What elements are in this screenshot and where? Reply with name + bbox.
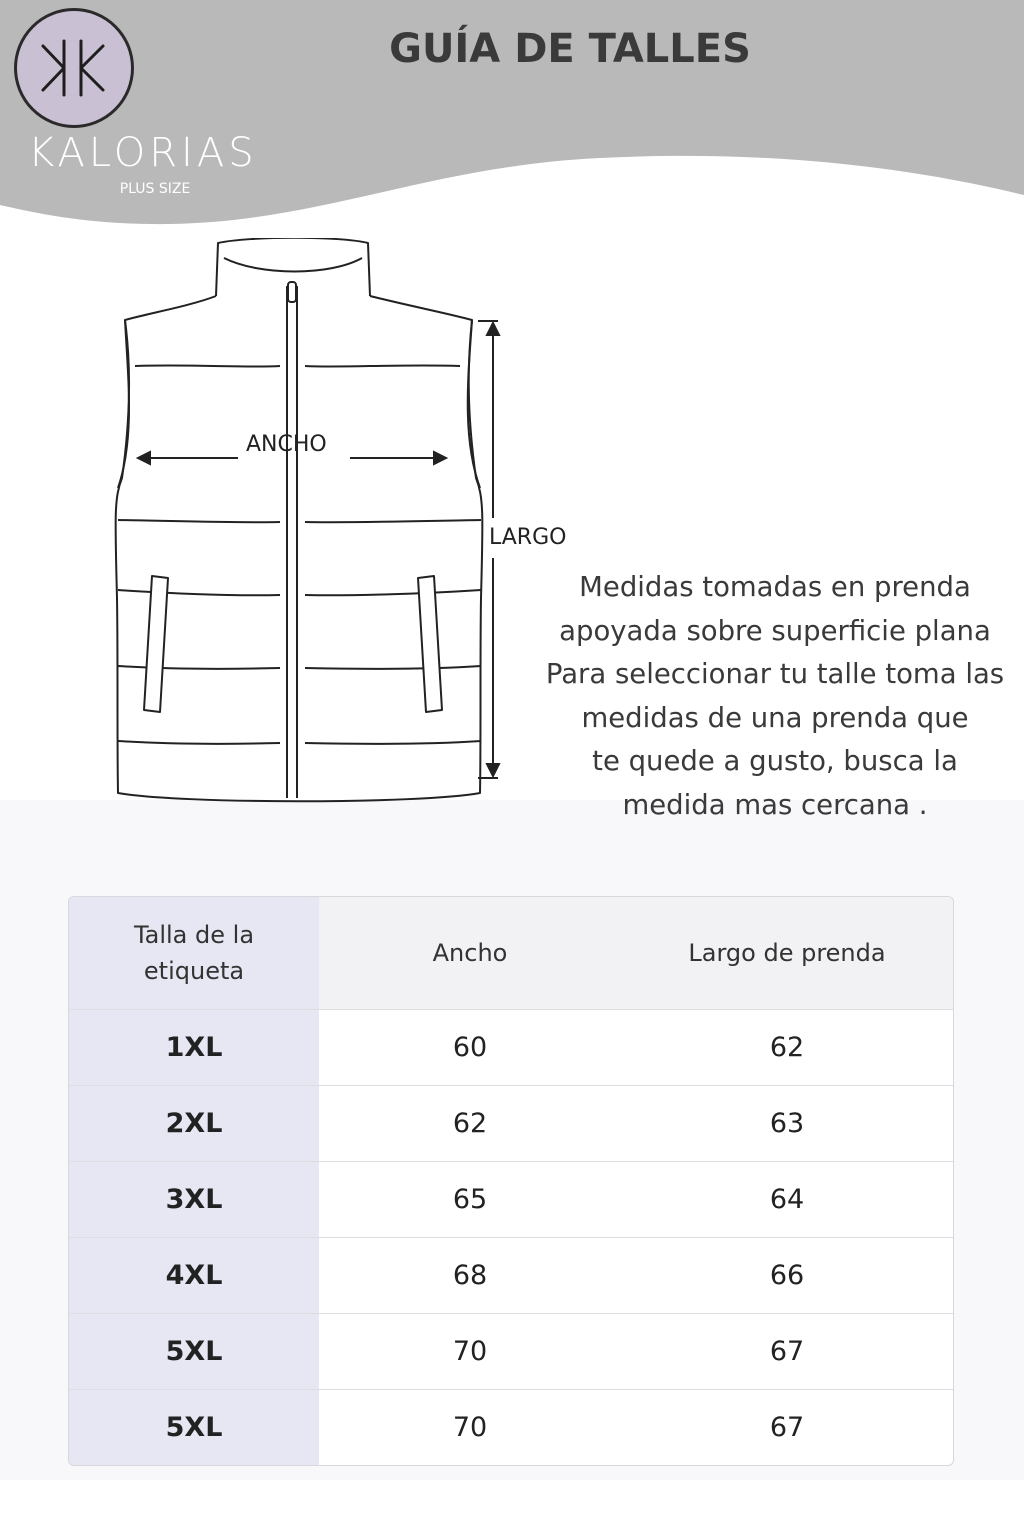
length-cell: 63 [621,1086,953,1162]
width-label: ANCHO [246,432,327,457]
header-size-label: Talla de la etiqueta [69,897,319,1010]
instruction-line: apoyada sobre superficie plana [559,614,991,647]
width-cell: 65 [319,1162,621,1238]
brand-logo [14,8,134,128]
instruction-line: medidas de una prenda que [581,701,969,734]
width-cell: 60 [319,1010,621,1086]
table-row [69,1314,953,1390]
instruction-line: medida mas cercana . [622,788,928,821]
size-cell: 2XL [69,1086,319,1162]
width-cell: 70 [452,1412,488,1443]
size-cell: 5XL [69,1314,319,1390]
instruction-line: Medidas tomadas en prenda [579,571,971,603]
brand-tagline: PLUS SIZE [119,181,191,197]
header-length: Largo de prenda [621,897,953,1010]
length-cell: 66 [621,1238,953,1314]
instruction-line: Para seleccionar tu talle toma las [545,658,1005,691]
length-cell: 62 [621,1010,953,1086]
size-cell: 4XL [69,1238,319,1314]
brand-monogram-icon [17,11,131,125]
measurement-instructions [520,566,1024,828]
table-row [69,1010,953,1086]
length-label: LARGO [489,525,567,550]
size-chart-table [68,896,954,1466]
vest-diagram [100,238,520,803]
table-row [69,1390,953,1465]
width-cell: 62 [319,1086,621,1162]
width-cell: 70 [319,1314,621,1390]
size-cell: 3XL [69,1162,319,1238]
size-cell: 1XL [69,1010,319,1086]
table-row [69,1238,953,1314]
brand-name: KALORIAS [28,130,258,176]
length-cell: 67 [621,1314,953,1390]
length-cell: 64 [621,1162,953,1238]
page-title: GUÍA DE TALLES [389,26,751,72]
width-cell: 68 [319,1238,621,1314]
header-width: Ancho [319,897,621,1010]
length-cell: 67 [769,1412,805,1443]
table-row [69,1162,953,1238]
table-row [69,1086,953,1162]
size-cell: 5XL [69,1390,319,1465]
table-header-row [69,897,953,1010]
instruction-line: te quede a gusto, busca la [592,745,958,778]
